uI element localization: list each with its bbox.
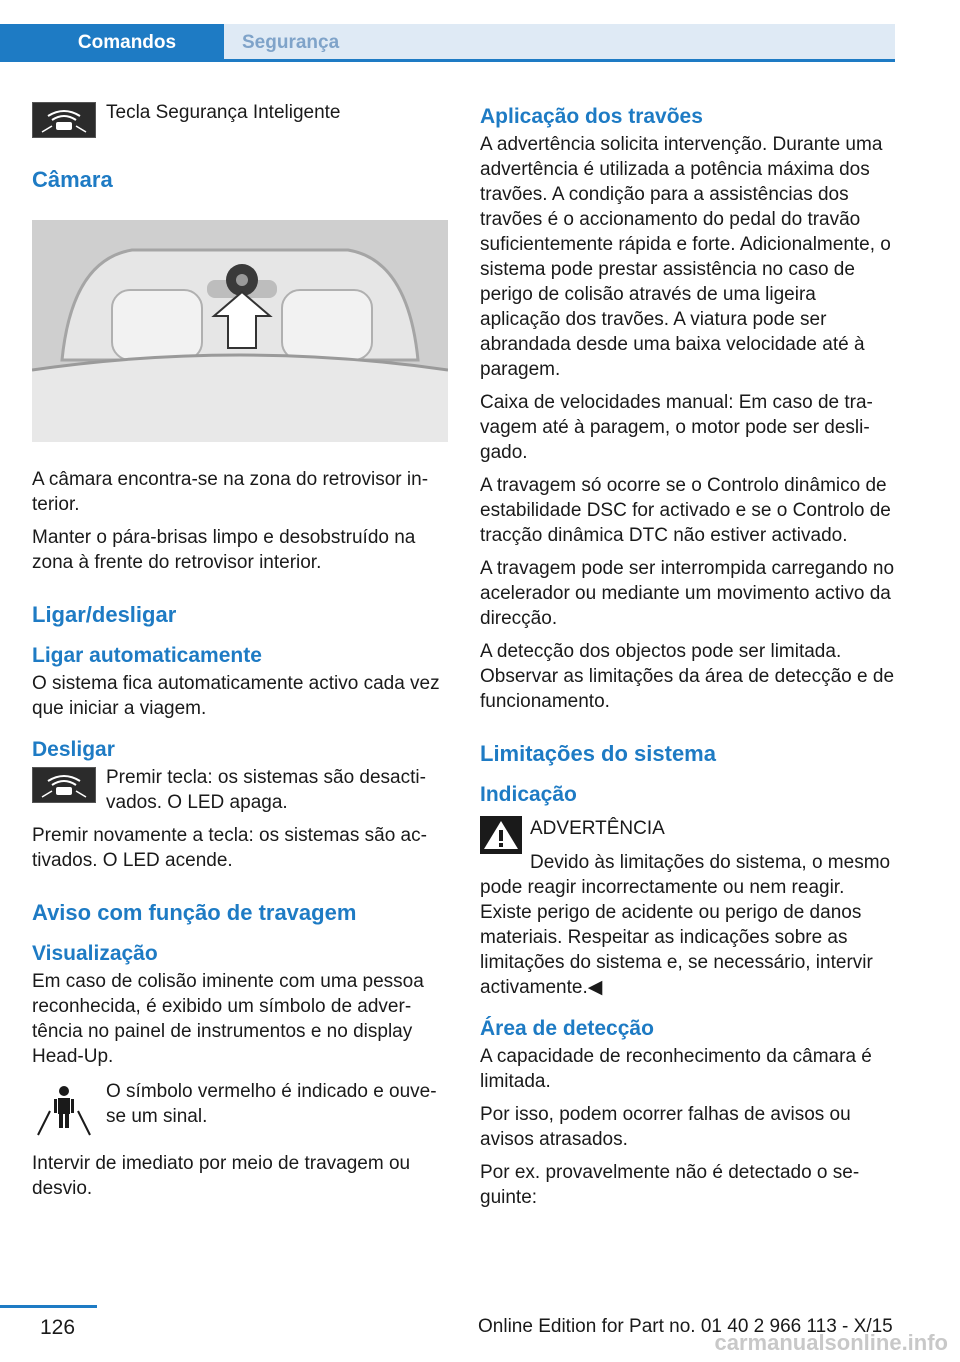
- watermark: carmanualsonline.info: [714, 1330, 948, 1355]
- heading-indication: Indicação: [480, 783, 577, 806]
- display-paragraph-1: Em caso de colisão iminente com uma pessoa reconhecida, é exibido um símbolo de advertência no painel de instrumentos e no display Head-Up.: [32, 971, 424, 1067]
- display-paragraph-2: Intervir de imediato por meio de travagem ou desvio.: [32, 1153, 411, 1199]
- heading-off: Desligar: [32, 738, 115, 761]
- warning-triangle-icon: [480, 816, 522, 854]
- brake-paragraph-4: A travagem pode ser interrompida carregando no acelerador ou mediante um movimento activo da direcção.: [480, 558, 895, 629]
- area-paragraph-3: Por ex. provavelmente não é detectado o seguinte:: [480, 1162, 860, 1208]
- heading-limits: Limitações do sistema: [480, 741, 716, 766]
- warning-title: ADVERTÊNCIA: [530, 818, 665, 839]
- warning-block: [480, 814, 896, 854]
- footer-line: [0, 1305, 97, 1308]
- heading-on-off: Ligar/desligar: [32, 602, 177, 627]
- off-icon-text: Premir tecla: os sistemas são desactivados. O LED apaga.: [106, 767, 426, 813]
- heading-warning-brake: Aviso com função de travagem: [32, 900, 357, 925]
- display-icon-row: [32, 1079, 448, 1137]
- smart-safety-key-icon: [32, 767, 96, 803]
- brake-paragraph-3: A travagem só ocorre se o Controlo dinâmico de estabilidade DSC for activado e se o Controlo de tracção dinâmica DTC não estiver activado.: [480, 475, 891, 546]
- camera-paragraph-2: Manter o pára-brisas limpo e desobstruído na zona à frente do retrovisor interior.: [32, 527, 416, 573]
- heading-auto-on: Ligar automaticamente: [32, 644, 262, 667]
- brake-paragraph-1: A advertência solicita intervenção. Durante uma advertência é utilizada a potência máxima dos travões. A condição para a assistências dos travões é o accionamento do pedal do travão suficientemente rápida e forte. Adicionalmente, o sistema pode prestar assistência no caso de perigo de colisão através de uma ligeira aplicação dos travões. A viatura pode ser abrandada desde uma baixa velocidade até à paragem.: [480, 134, 891, 380]
- auto-on-paragraph: O sistema fica automaticamente activo cada vez que iniciar a viagem.: [32, 673, 440, 719]
- camera-paragraph-1: A câmara encontra-se na zona do retrovisor interior.: [32, 469, 429, 515]
- off-paragraph-2: Premir novamente a tecla: os sistemas são activados. O LED acende.: [32, 825, 427, 871]
- tab-underline: [224, 59, 895, 62]
- tab-seguranca[interactable]: Segurança: [224, 24, 895, 62]
- left-column: [32, 100, 448, 1209]
- page-number: 126: [40, 1316, 76, 1339]
- pedestrian-warning-icon: [32, 1081, 96, 1137]
- smart-safety-key-icon: [32, 102, 96, 138]
- heading-display: Visualização: [32, 942, 158, 965]
- heading-camera: Câmara: [32, 167, 113, 192]
- display-icon-text: O símbolo vermelho é indicado e ouve-se um sinal.: [106, 1081, 437, 1127]
- brake-paragraph-5: A detecção dos objectos pode ser limitada. Observar as limitações da área de detecção e de funcionamento.: [480, 641, 895, 712]
- key-label: Tecla Segurança Inteligente: [106, 102, 341, 123]
- camera-location-photo: [32, 220, 448, 442]
- tab-comandos[interactable]: Comandos: [0, 24, 224, 62]
- heading-detection-area: Área de detecção: [480, 1017, 654, 1040]
- key-label-row: [32, 100, 448, 138]
- right-column: [480, 100, 896, 1218]
- brake-paragraph-2: Caixa de velocidades manual: Em caso de travagem até à paragem, o motor pode ser desligado.: [480, 392, 873, 463]
- area-paragraph-2: Por isso, podem ocorrer falhas de avisos ou avisos atrasados.: [480, 1104, 851, 1150]
- area-paragraph-1: A capacidade de reconhecimento da câmara é limitada.: [480, 1046, 872, 1092]
- header-tabs: [0, 0, 895, 62]
- edition-text: Online Edition for Part no. 01 40 2 966 113 - X/15: [478, 1316, 893, 1337]
- warning-text: Devido às limitações do sistema, o mesmo pode reagir incorrectamente ou nem reagir. Existe perigo de acidente ou perigo de danos materiais. Respeitar as indicações sobre as limitações do sistema e, se necessário, intervir activamente.◀: [480, 852, 891, 998]
- off-icon-row: [32, 765, 448, 815]
- heading-brake-apply: Aplicação dos travões: [480, 105, 703, 128]
